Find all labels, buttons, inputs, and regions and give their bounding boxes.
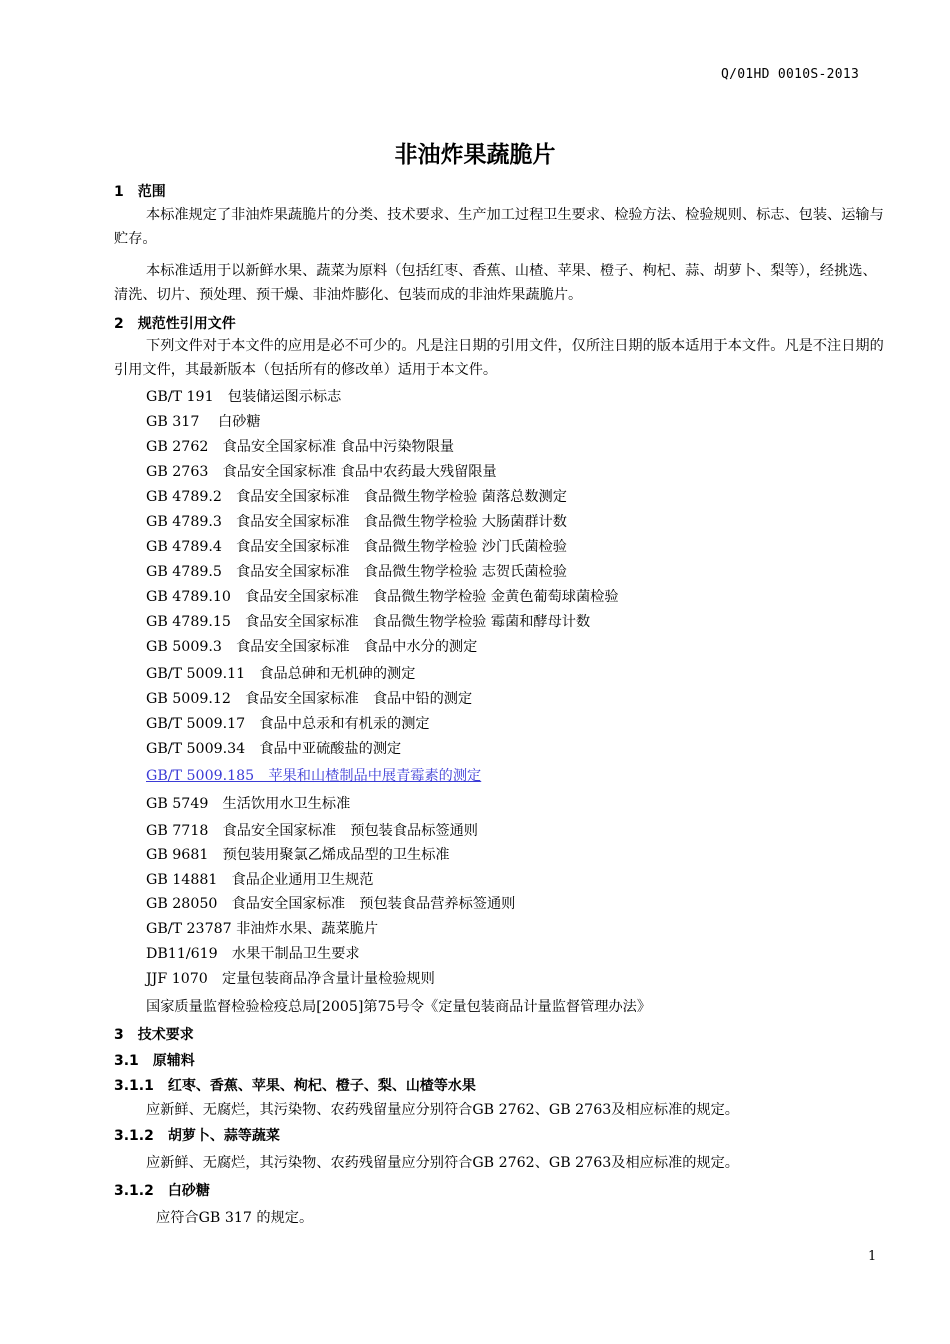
reference-item: GB 2763 食品安全国家标准 食品中农药最大残留限量 (146, 464, 497, 480)
reference-item: GB 4789.10 食品安全国家标准 食品微生物学检验 金黄色葡萄球菌检验 (146, 589, 619, 605)
section-heading-references: 2 规范性引用文件 (114, 316, 236, 332)
reference-item: GB 5009.3 食品安全国家标准 食品中水分的测定 (146, 639, 478, 655)
reference-item: GB 9681 预包装用聚氯乙烯成品型的卫生标准 (146, 847, 450, 863)
reference-item: GB/T 5009.11 食品总砷和无机砷的测定 (146, 666, 416, 682)
reference-item: GB 4789.15 食品安全国家标准 食品微生物学检验 霉菌和酵母计数 (146, 614, 591, 630)
subsection-heading-vegetables: 3.1.2 胡萝卜、蒜等蔬菜 (114, 1128, 280, 1144)
reference-item: GB 4789.2 食品安全国家标准 食品微生物学检验 菌落总数测定 (146, 489, 567, 505)
subsection-heading-fruits: 3.1.1 红枣、香蕉、苹果、枸杞、橙子、梨、山楂等水果 (114, 1078, 476, 1094)
paragraph-sugar: 应符合GB 317 的规定。 (156, 1210, 314, 1226)
paragraph-scope-1: 本标准规定了非油炸果蔬脆片的分类、技术要求、生产加工过程卫生要求、检验方法、检验规则、标志、包装、运输与贮存。 (114, 207, 884, 247)
reference-item: GB/T 23787 非油炸水果、蔬菜脆片 (146, 921, 379, 937)
reference-item: GB 5009.12 食品安全国家标准 食品中铅的测定 (146, 691, 473, 707)
reference-item: GB 14881 食品企业通用卫生规范 (146, 872, 374, 888)
reference-item: GB/T 191 包装储运图示标志 (146, 389, 342, 405)
paragraph-scope-2: 本标准适用于以新鲜水果、蔬菜为原料（包括红枣、香蕉、山楂、苹果、橙子、枸杞、蒜、胡萝卜、梨等），经挑选、清洗、切片、预处理、预干燥、非油炸膨化、包装而成的非油炸果蔬脆片。 (114, 263, 877, 303)
reference-item: GB 4789.3 食品安全国家标准 食品微生物学检验 大肠菌群计数 (146, 514, 567, 530)
reference-item: GB 317 白砂糖 (146, 414, 261, 430)
section-heading-technical-requirements: 3 技术要求 (114, 1027, 194, 1043)
reference-item: GB 2762 食品安全国家标准 食品中污染物限量 (146, 439, 455, 455)
reference-item: GB/T 5009.17 食品中总汞和有机汞的测定 (146, 716, 430, 732)
reference-item: GB 5749 生活饮用水卫生标准 (146, 796, 351, 812)
reference-item: GB 4789.5 食品安全国家标准 食品微生物学检验 志贺氏菌检验 (146, 564, 567, 580)
reference-item: JJF 1070 定量包装商品净含量计量检验规则 (146, 971, 435, 987)
reference-item: GB 28050 食品安全国家标准 预包装食品营养标签通则 (146, 896, 516, 912)
subsection-heading-sugar: 3.1.2 白砂糖 (114, 1183, 210, 1199)
paragraph-fruits: 应新鲜、无腐烂，其污染物、农药残留量应分别符合GB 2762、GB 2763及相应标准的规定。 (146, 1102, 739, 1118)
reference-item: GB/T 5009.34 食品中亚硫酸盐的测定 (146, 741, 402, 757)
reference-item: GB 7718 食品安全国家标准 预包装食品标签通则 (146, 823, 478, 839)
document-number: Q/01HD 0010S-2013 (721, 67, 860, 82)
subsection-heading-raw-materials: 3.1 原辅料 (114, 1053, 195, 1069)
reference-item: 国家质量监督检验检疫总局[2005]第75号令《定量包装商品计量监督管理办法》 (146, 999, 652, 1015)
reference-item: GB 4789.4 食品安全国家标准 食品微生物学检验 沙门氏菌检验 (146, 539, 567, 555)
page-number: 1 (868, 1249, 877, 1264)
paragraph-references: 下列文件对于本文件的应用是必不可少的。凡是注日期的引用文件，仅所注日期的版本适用于本文件。凡是不注日期的引用文件，其最新版本（包括所有的修改单）适用于本文件。 (114, 338, 884, 378)
section-heading-scope: 1 范围 (114, 184, 166, 200)
reference-item: DB11/619 水果干制品卫生要求 (146, 946, 360, 962)
paragraph-vegetables: 应新鲜、无腐烂，其污染物、农药残留量应分别符合GB 2762、GB 2763及相应标准的规定。 (146, 1155, 739, 1171)
document-title: 非油炸果蔬脆片 (394, 142, 556, 168)
reference-link-patulin[interactable]: GB/T 5009.185 苹果和山楂制品中展青霉素的测定 (146, 768, 482, 784)
